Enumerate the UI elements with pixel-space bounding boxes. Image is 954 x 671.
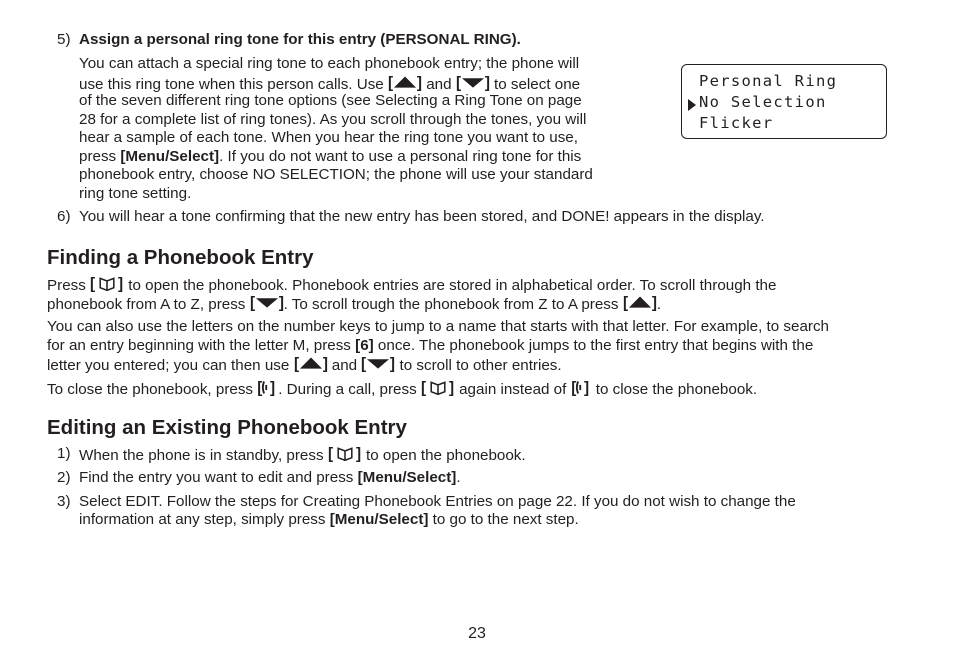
lcd-cursor-icon	[688, 99, 696, 111]
lcd-line-2: No Selection	[699, 93, 827, 111]
finding-p2-line-3: letter you entered; you can then use and to scroll to other entries.	[47, 357, 562, 374]
finding-p3: To close the phonebook, press . During a call, press again instead of to close the phonebook.	[47, 380, 758, 398]
step-5-line-4: 28 for a complete list of ring tones). As you scroll through the tones, you will	[79, 110, 587, 128]
finding-p1-line-1: Press to open the phonebook. Phonebook entries are stored in alphabetical order. To scroll through the	[47, 277, 777, 294]
key-6-label: [6]	[355, 336, 374, 354]
finding-p1-line-2: phonebook from A to Z, press . To scroll trough the phonebook from Z to A press .	[47, 295, 661, 313]
edit-step-1-number: 1)	[57, 445, 71, 462]
step-5-heading: Assign a personal ring tone for this entry (PERSONAL RING).	[79, 31, 521, 48]
step-5-line-5: hear a sample of each tone. When you hear the ring tone you want to use,	[79, 129, 578, 146]
end-call-key-icon	[257, 379, 278, 396]
editing-heading: Editing an Existing Phonebook Entry	[47, 416, 407, 439]
step-5-line-6: press [Menu/Select]. If you do not want to use a personal ring tone for this	[79, 147, 582, 165]
edit-step-3-number: 3)	[57, 492, 71, 510]
step-5-line-1: You can attach a special ring tone to each phonebook entry; the phone will	[79, 55, 580, 72]
page-number: 23	[468, 625, 486, 642]
menu-select-key-label: [Menu/Select]	[357, 468, 457, 486]
step-6-text: You will hear a tone confirming that the new entry has been stored, and DONE! appears in the display.	[79, 208, 765, 225]
finding-p2-line-2: for an entry beginning with the letter M, press [6] once. The phonebook jumps to the first entry that begins with the	[47, 336, 814, 354]
lcd-display	[681, 64, 887, 139]
step-5-line-2: use this ring tone when this person calls. Use and to select one	[79, 75, 581, 93]
down-arrow-key-icon	[361, 355, 395, 372]
lcd-line-1: Personal Ring	[699, 72, 838, 90]
finding-p2-line-1: You can also use the letters on the number keys to jump to a name that starts with that letter. For example, to search	[47, 318, 830, 335]
edit-step-2-number: 2)	[57, 468, 71, 486]
finding-heading: Finding a Phonebook Entry	[47, 246, 314, 269]
end-call-key-icon	[571, 379, 592, 396]
step-5-line-8: ring tone setting.	[79, 184, 192, 202]
lcd-line-3: Flicker	[699, 113, 774, 132]
step-5-line-3: of the seven different ring tone options (see Selecting a Ring Tone on page	[79, 92, 582, 109]
menu-select-key-label: [Menu/Select]	[329, 511, 429, 528]
edit-step-2-text: Find the entry you want to edit and press [Menu/Select].	[79, 468, 461, 486]
phonebook-key-icon	[90, 275, 124, 292]
down-arrow-key-icon	[250, 294, 284, 311]
edit-step-3-line-1: Select EDIT. Follow the steps for Creating Phonebook Entries on page 22. If you do not wish to change the	[79, 492, 796, 510]
up-arrow-key-icon	[623, 294, 657, 311]
up-arrow-key-icon	[294, 355, 328, 372]
step-5-number: 5)	[57, 31, 71, 48]
step-6-number: 6)	[57, 208, 71, 225]
down-arrow-key-icon	[456, 74, 490, 91]
step-5-line-7: phonebook entry, choose NO SELECTION; the phone will use your standard	[79, 166, 593, 183]
phonebook-key-icon	[328, 445, 362, 462]
phonebook-key-icon	[421, 379, 455, 396]
up-arrow-key-icon	[388, 74, 422, 91]
menu-select-key-label: [Menu/Select]	[120, 147, 220, 165]
edit-step-3-line-2: information at any step, simply press [Menu/Select] to go to the next step.	[79, 511, 579, 528]
edit-step-1-text: When the phone is in standby, press to open the phonebook.	[79, 447, 526, 464]
